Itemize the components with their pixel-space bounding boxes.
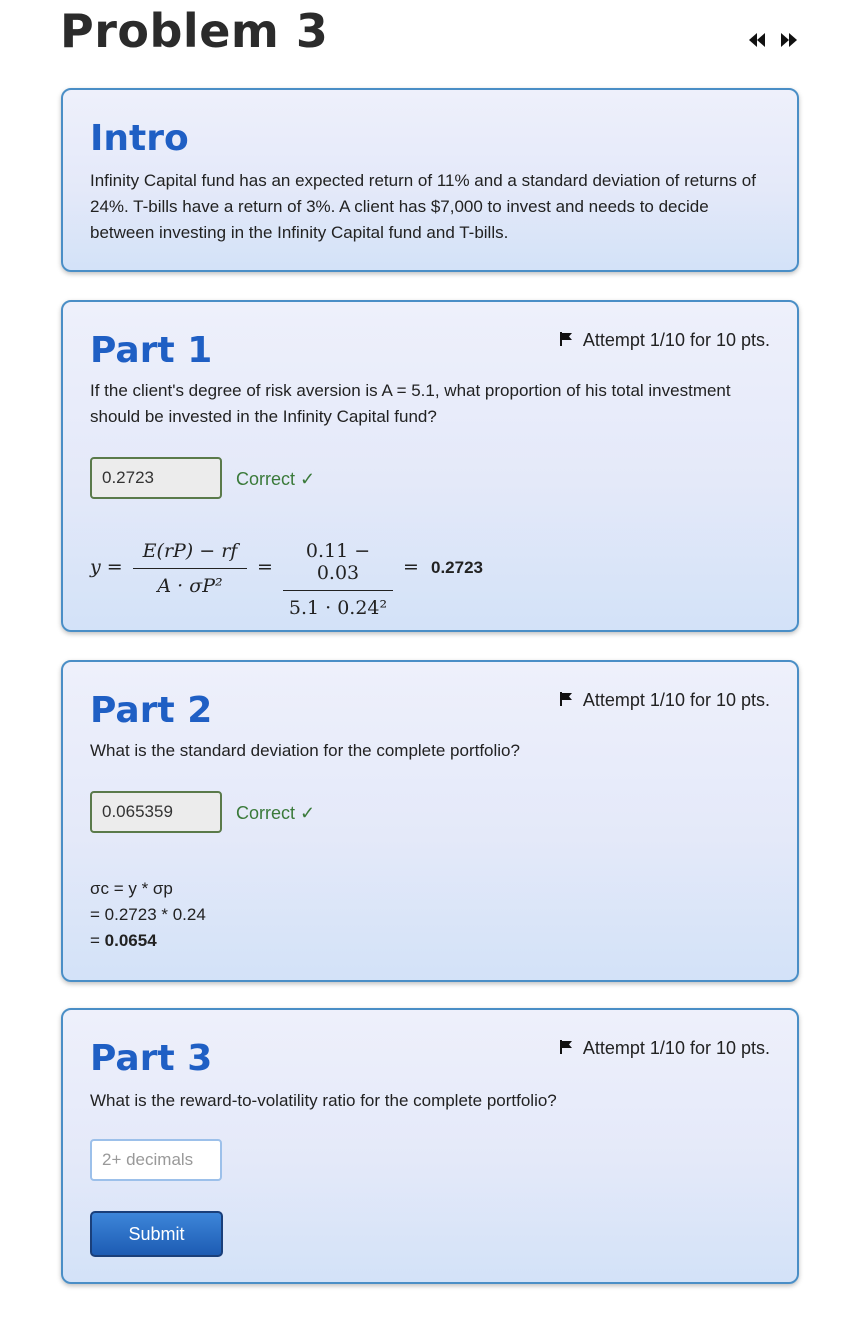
intro-text: Infinity Capital fund has an expected return of 11% and a standard deviation of returns of 24%. T-bills have a return of 3%. A client has $7,000 to invest and needs to decide between investing in the Infinity Capital fund and T-bills. [90,171,756,242]
part1-formula [63,534,797,619]
intro-title: Intro [90,118,189,159]
calc-line-1: σc = y * σp [90,879,173,898]
page-title: Problem 3 [60,4,329,58]
flag-icon[interactable] [559,690,573,711]
part1-question: If the client's degree of risk aversion is A = 5.1, what proportion of his total investment should be invested in the Infinity Capital fund? [90,381,731,426]
part3-card [61,1008,799,1284]
part1-answer-field[interactable]: 0.2723 [90,457,222,499]
part2-question: What is the standard deviation for the complete portfolio? [90,741,520,760]
formula-lhs: y = [90,556,123,578]
attempt-text: Attempt 1/10 for 10 pts. [582,1038,770,1058]
formula-result: 0.2723 [431,558,483,577]
formula-num2: 0.11 − 0.03 [305,540,371,584]
part2-answer-field[interactable]: 0.065359 [90,791,222,833]
part2-title: Part 2 [90,690,213,731]
attempt-text: Attempt 1/10 for 10 pts. [582,690,770,710]
formula-den1: A · σP² [157,575,223,597]
part3-title: Part 3 [90,1038,213,1079]
part1-title: Part 1 [90,330,213,371]
part1-correct-status: Correct ✓ [236,469,316,489]
part3-question: What is the reward-to-volatility ratio for the complete portfolio? [90,1091,557,1110]
part1-attempt [559,330,770,351]
rewind-icon[interactable] [746,28,768,52]
formula-den2: 5.1 · 0.24² [288,597,388,619]
fast-forward-icon[interactable] [778,28,800,52]
part3-answer-input[interactable]: 2+ decimals [90,1139,222,1181]
calc-result: 0.0654 [104,931,157,950]
flag-icon[interactable] [559,330,573,351]
flag-icon[interactable] [559,1038,573,1059]
problem-nav [746,28,800,52]
attempt-text: Attempt 1/10 for 10 pts. [582,330,770,350]
formula-fraction-symbolic [133,540,247,597]
formula-eq1: = [257,556,273,578]
part2-attempt [559,690,770,711]
formula-eq2: = [403,556,419,578]
part2-card [61,660,799,982]
formula-fraction-numeric [283,540,393,619]
intro-card [61,88,799,272]
part3-attempt [559,1038,770,1059]
part2-calculation [90,876,206,954]
formula-num1: E(rP) − rf [142,540,238,562]
calc-line-2: = 0.2723 * 0.24 [90,905,206,924]
calc-line-3: = 0.0654 [90,931,157,950]
part1-card [61,300,799,632]
part2-correct-status: Correct ✓ [236,803,316,823]
submit-button[interactable]: Submit [90,1211,223,1257]
